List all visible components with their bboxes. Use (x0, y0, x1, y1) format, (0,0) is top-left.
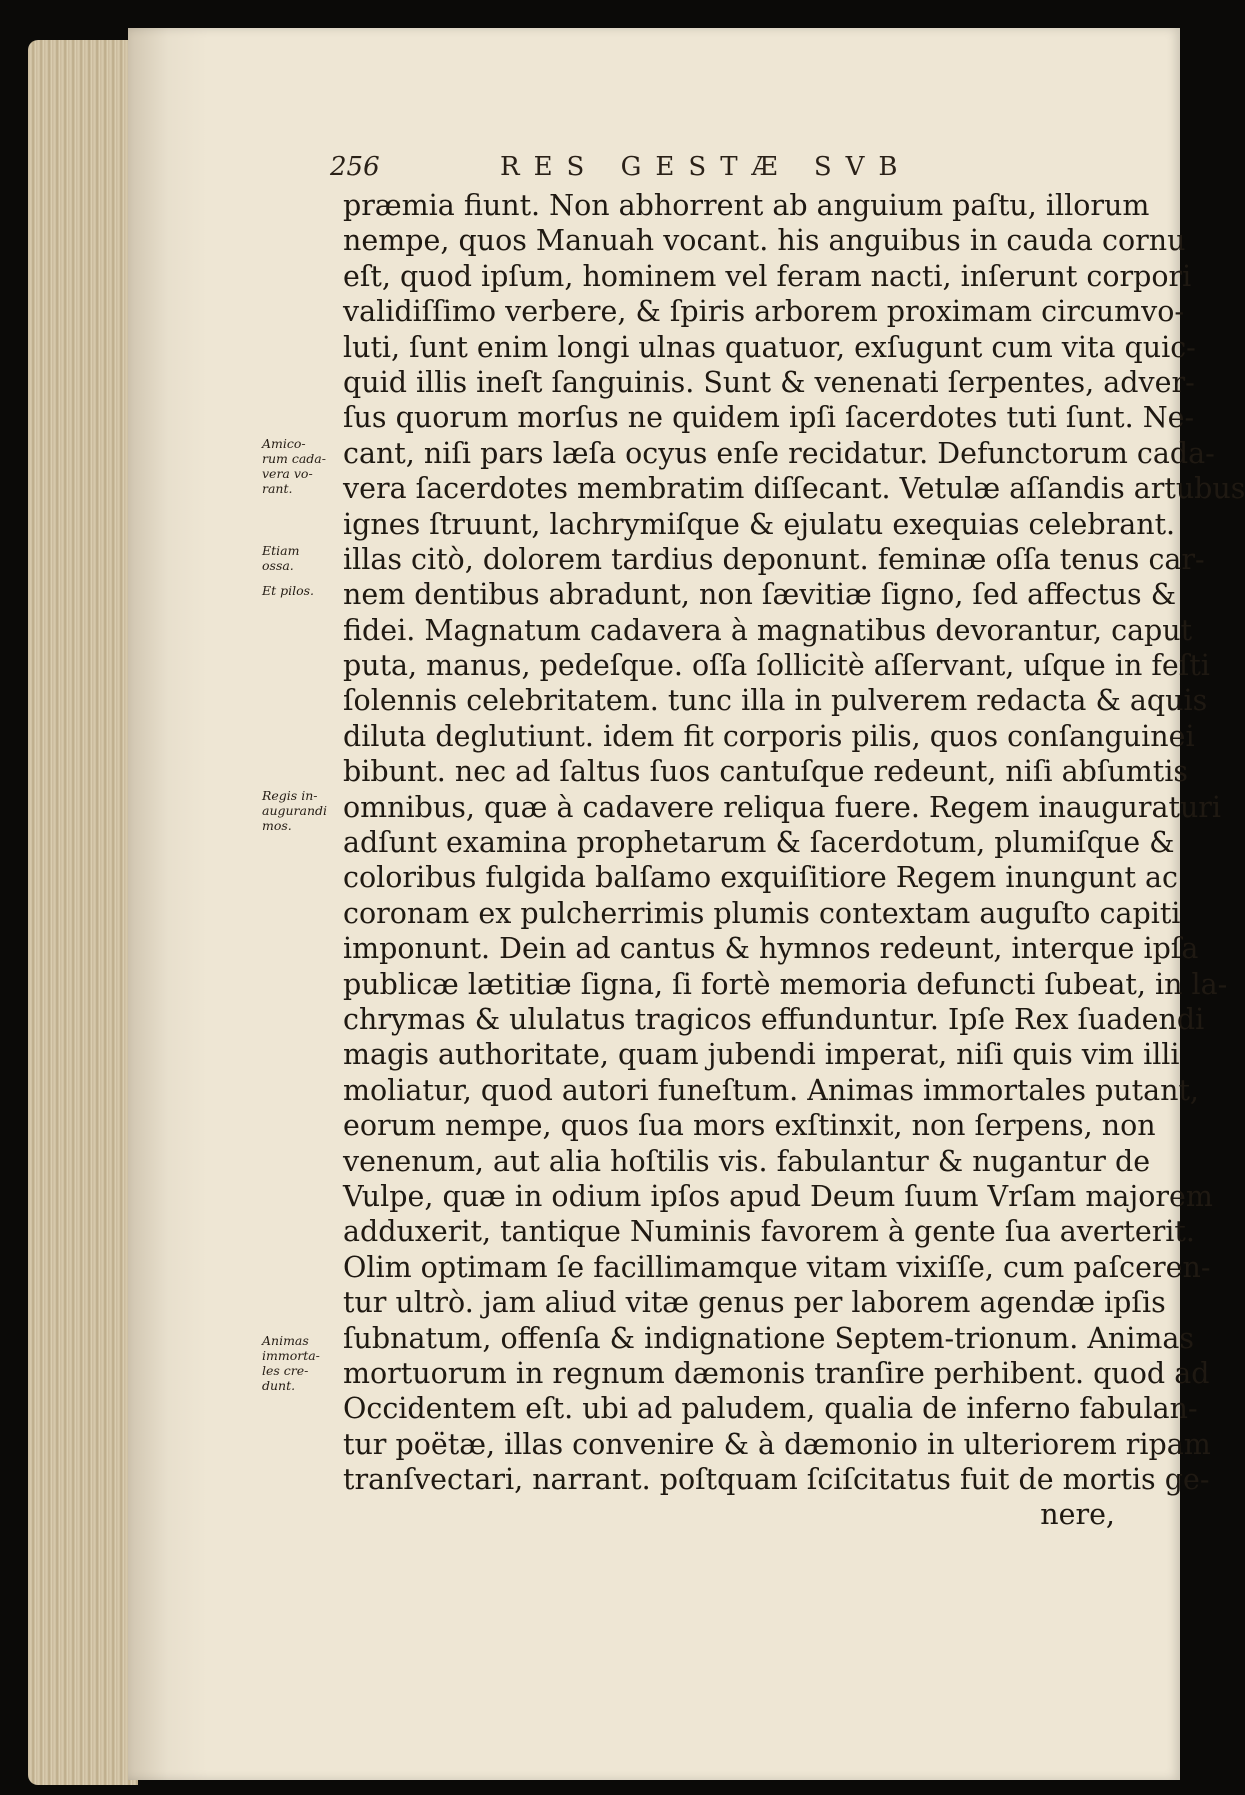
text-line: publicæ lætitiæ ſigna, ſi fortè memoria defuncti ſubeat, in la- (343, 967, 1228, 1001)
text-line: bibunt. nec ad ſaltus ſuos cantuſque redeunt, niſi abſumtis (343, 755, 1188, 789)
text-line: quid illis ineſt ſanguinis. Sunt & venenati ſerpentes, adver- (343, 365, 1195, 399)
text-line: nem dentibus abradunt, non ſævitiæ ſigno, ſed affectus & (343, 578, 1177, 612)
margin-note: Regis in- augurandi mos. (262, 788, 328, 833)
text-line: adduxerit, tantique Numinis favorem à gente ſua averterit. (343, 1215, 1195, 1249)
text-line: mortuorum in regnum dæmonis tranſire perhibent. quod ad (343, 1356, 1210, 1390)
text-line: puta, manus, pedeſque. oſſa ſollicitè aſſervant, uſque in feſti (343, 649, 1210, 683)
text-line: omnibus, quæ à cadavere reliqua fuere. Regem inauguraturi (343, 790, 1222, 824)
text-line: nere, (1040, 1498, 1115, 1532)
margin-note: Animas immorta- les cre- dunt. (262, 1333, 320, 1393)
text-line: ſus quorum morſus ne quidem ipſi ſacerdotes tuti ſunt. Ne- (343, 401, 1195, 435)
text-line: Vulpe, quæ in odium ipſos apud Deum ſuum Vrſam majorem (343, 1179, 1213, 1213)
text-line: Occidentem eſt. ubi ad paludem, qualia de inferno fabulan- (343, 1392, 1198, 1426)
text-line: venenum, aut alia hoſtilis vis. fabulantur & nugantur de (343, 1144, 1151, 1178)
running-title: RES GESTÆ SVB (500, 152, 912, 182)
text-line: magis authoritate, quam jubendi imperat, niſi quis vim illi (343, 1038, 1180, 1072)
text-line: eorum nempe, quos ſua mors exſtinxit, non ſerpens, non (343, 1109, 1156, 1143)
margin-note: Et pilos. (262, 583, 315, 598)
text-line: validiſſimo verbere, & ſpiris arborem proximam circumvo- (343, 295, 1185, 329)
text-line: ſubnatum, offenſa & indignatione Septem-trionum. Animas (343, 1321, 1195, 1355)
text-line: vera ſacerdotes membratim diſſecant. Vetulæ aſſandis artubus (343, 472, 1245, 506)
text-line: moliatur, quod autori funeſtum. Animas immortales putant, (343, 1073, 1199, 1107)
text-line: ſolennis celebritatem. tunc illa in pulverem redacta & aquis (343, 684, 1208, 718)
text-line: fidei. Magnatum cadavera à magnatibus devorantur, caput (343, 613, 1193, 647)
text-line: cant, niſi pars læſa ocyus enſe recidatur. Defunctorum cada- (343, 436, 1215, 470)
body-text (343, 188, 1245, 1533)
text-line: tur ultrò. jam aliud vitæ genus per laborem agendæ ipſis (343, 1286, 1166, 1320)
text-line: chrymas & ululatus tragicos effunduntur. Ipſe Rex ſuadendi (343, 1002, 1205, 1036)
text-line: ignes ſtruunt, lachrymiſque & ejulatu exequias celebrant. (343, 507, 1176, 541)
text-line: adſunt examina prophetarum & ſacerdotum, plumiſque & (343, 826, 1175, 860)
text-line: imponunt. Dein ad cantus & hymnos redeunt, interque ipſa (343, 932, 1199, 966)
text-line: coloribus fulgida balſamo exquiſitiore Regem inungunt ac (343, 861, 1178, 895)
page-number: 256 (330, 152, 380, 182)
text-line: coronam ex pulcherrimis plumis contextam auguſto capiti (343, 896, 1181, 930)
page-header (330, 152, 950, 186)
text-line: Olim optimam ſe facillimamque vitam vixiſſe, cum paſceren- (343, 1250, 1211, 1284)
text-line: nempe, quos Manuah vocant. his anguibus in cauda cornu (343, 224, 1186, 258)
margin-note: Amico- rum cada- vera vo- rant. (262, 436, 326, 496)
text-line: diluta deglutiunt. idem fit corporis pilis, quos conſanguinei (343, 719, 1195, 753)
text-line: luti, ſunt enim longi ulnas quatuor, exſugunt cum vita quic- (343, 330, 1196, 364)
text-line: illas citò, dolorem tardius deponunt. feminæ oſſa tenus car- (343, 542, 1205, 576)
text-line: præmia fiunt. Non abhorrent ab anguium paſtu, illorum (343, 189, 1150, 222)
margin-note: Etiam ossa. (262, 543, 300, 573)
text-line: eſt, quod ipſum, hominem vel feram nacti, inſerunt corpori (343, 259, 1192, 293)
text-line: tur poëtæ, illas convenire & à dæmonio in ulteriorem ripam (343, 1427, 1211, 1461)
book-page-edges (28, 40, 138, 1785)
text-line: tranſvectari, narrant. poſtquam ſciſcitatus fuit de mortis ge- (343, 1463, 1210, 1497)
